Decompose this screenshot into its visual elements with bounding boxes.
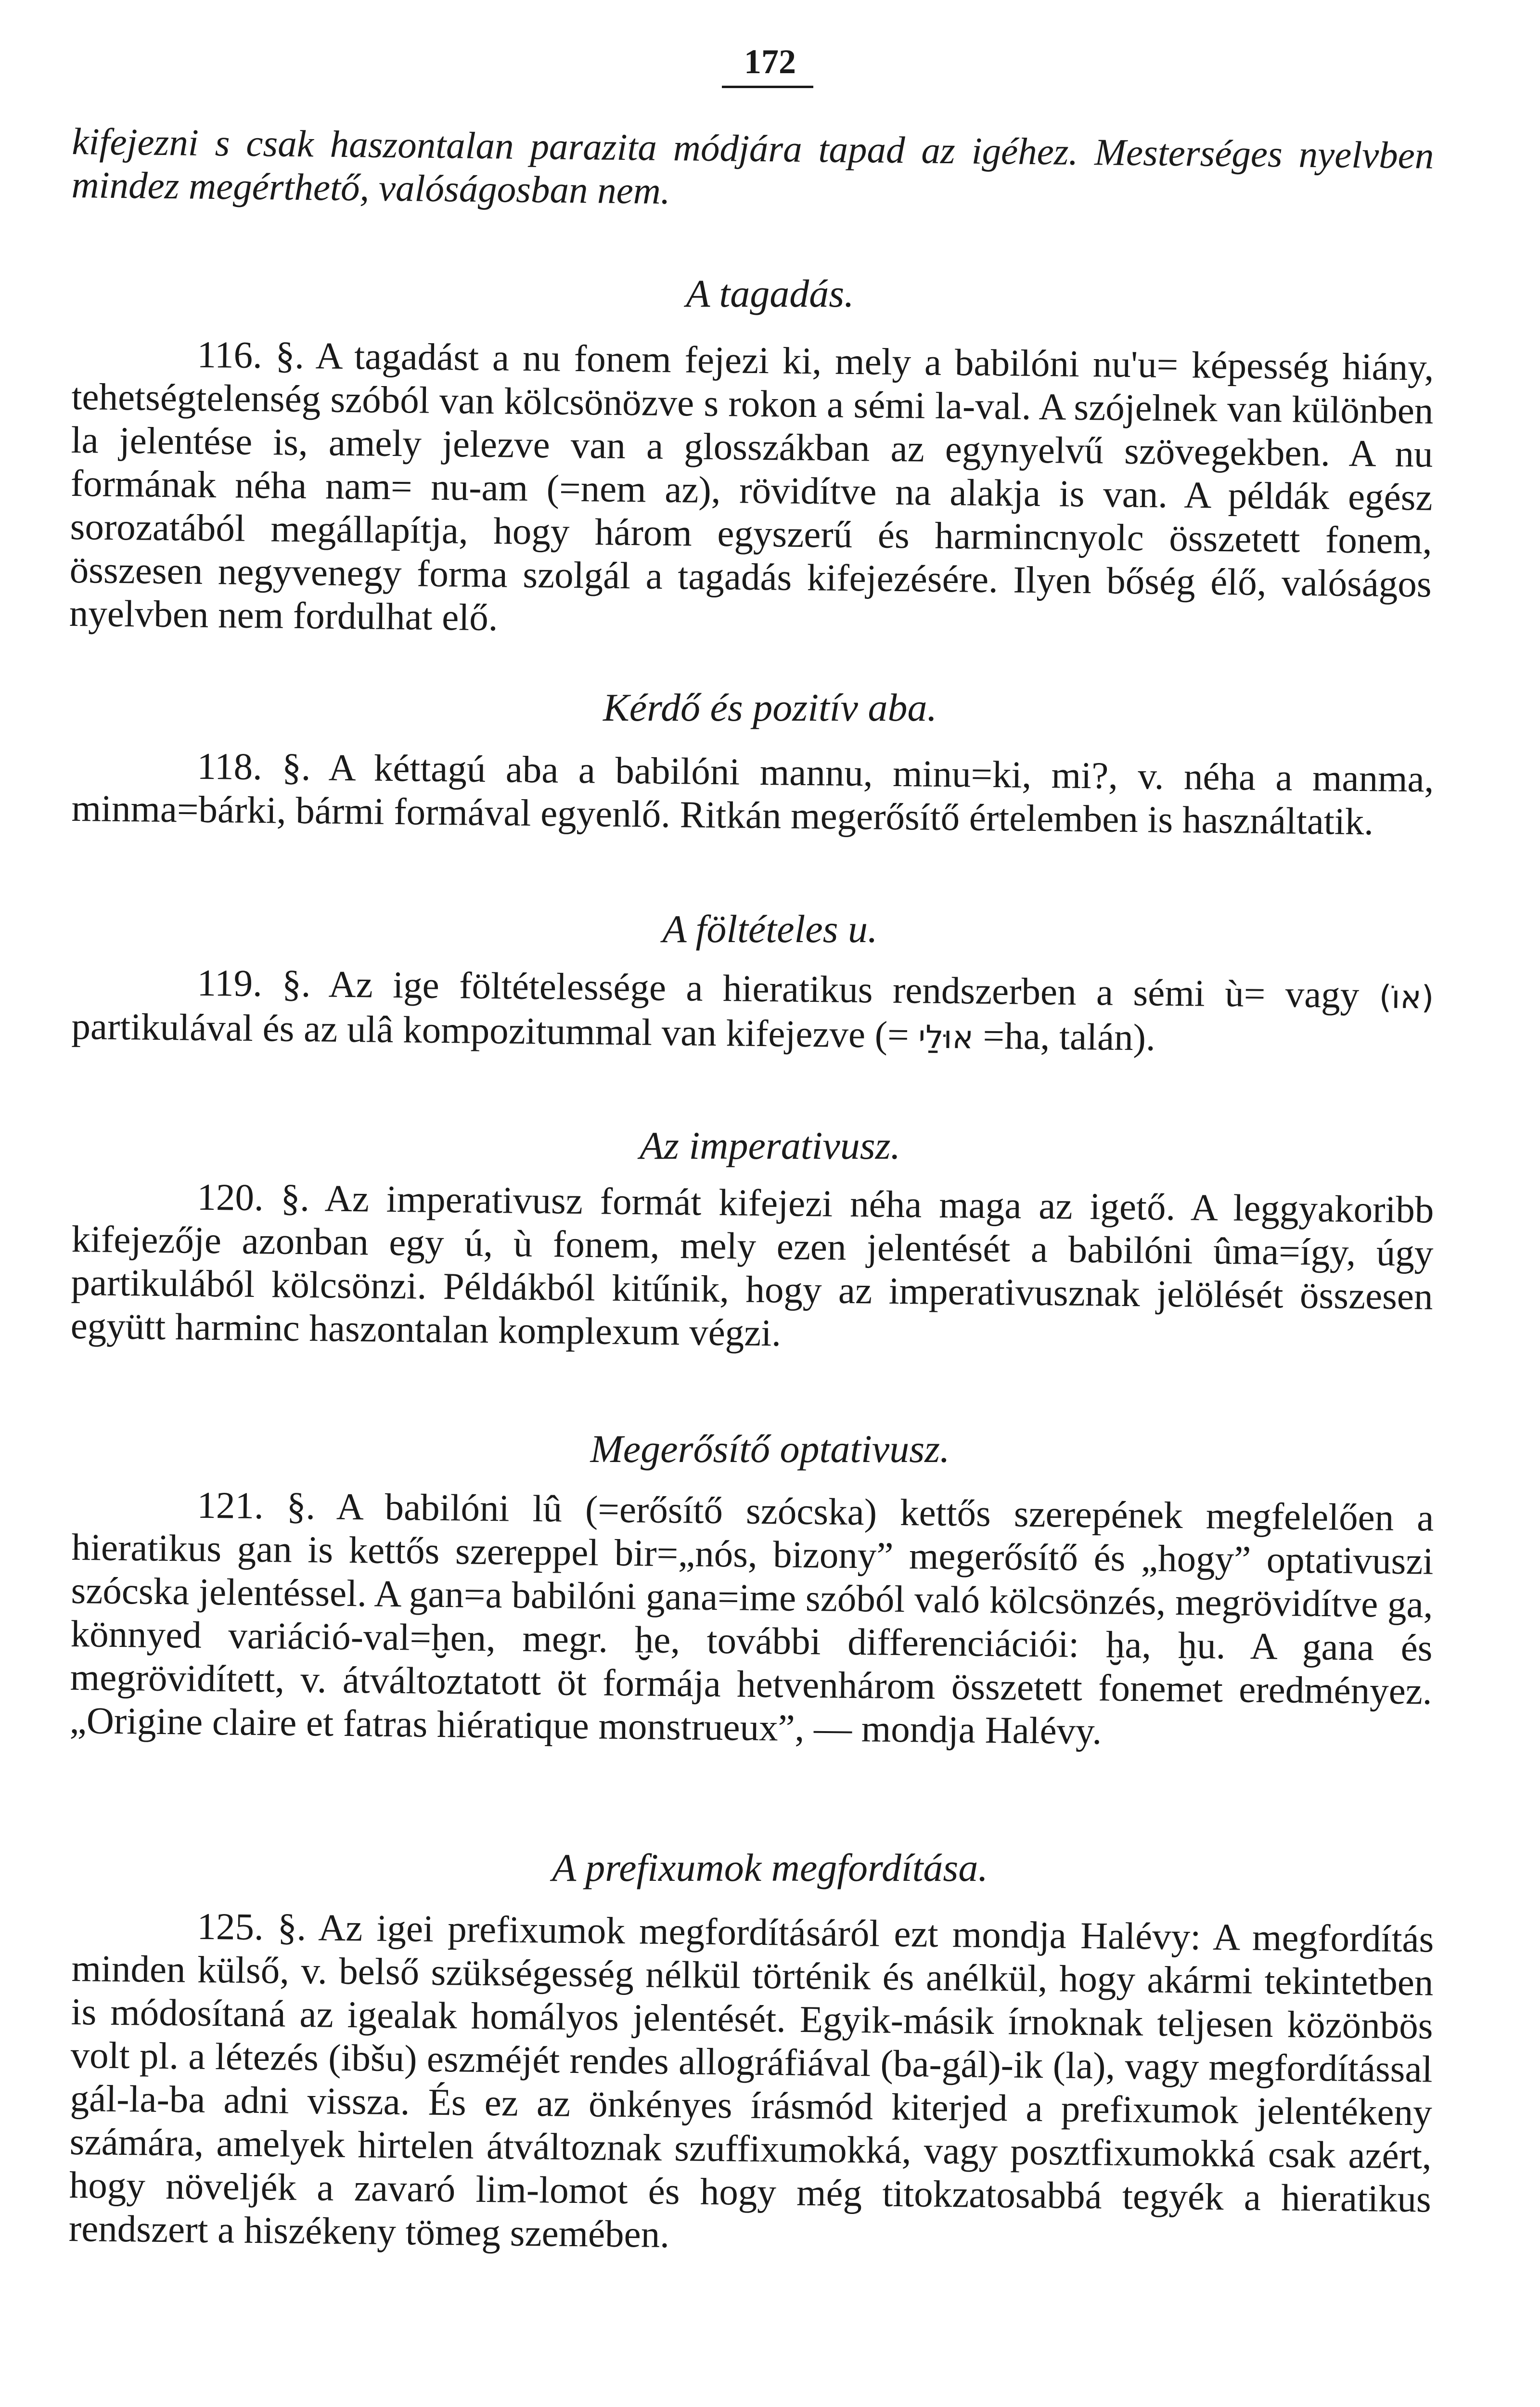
section-number: 118. §. bbox=[197, 745, 311, 789]
hebrew-word: (אוֹ) bbox=[1379, 978, 1434, 1016]
page-number: 172 bbox=[744, 42, 796, 81]
section-text: A kéttagú aba a babilóni mannu, minu=ki, mi?, v. néha a manma, minma=bárki, bármi formával egyenlő. Ritkán megerősítő értelemben is használtatik. bbox=[71, 747, 1434, 843]
section-text: partikulával és az ulâ kompozitummal van kifejezve (= bbox=[71, 1005, 910, 1057]
section-heading-kerdo: Kérdő és pozitív aba. bbox=[603, 686, 937, 729]
section-paragraph-120 bbox=[70, 1175, 1434, 1362]
intro-paragraph: kifejezni s csak haszontalan parazita módjára tapad az igéhez. Mesterséges nyelvben mindez megérthető, valóságosban nem. bbox=[71, 120, 1434, 213]
page-number-underline bbox=[722, 86, 813, 88]
section-paragraph-121 bbox=[69, 1483, 1434, 1757]
section-text: Az ige föltételessége a hieratikus rendszerben a sémi ù= vagy bbox=[328, 963, 1360, 1017]
section-heading-tagadas: A tagadás. bbox=[686, 272, 854, 315]
section-number: 116. §. bbox=[197, 334, 305, 377]
section-number: 120. §. bbox=[197, 1176, 310, 1220]
section-heading-imperativusz: Az imperativusz. bbox=[639, 1124, 901, 1167]
section-number: 125. §. bbox=[197, 1905, 307, 1949]
section-number: 119. §. bbox=[197, 962, 311, 1006]
section-paragraph-119 bbox=[71, 960, 1434, 1064]
section-paragraph-118 bbox=[71, 744, 1434, 845]
section-text: A babilóni lû (=erősítő szócska) kettős szerepének megfelelően a hieratikus gan is kettős szereppel bir=„nós, bizony” megerősítő és „hogy” optativuszi szócska jelentéssel. A gan=a babilóni gana=ime szóból való kölcsönzés, megrövidítve ga, könnyed variáció-val=ḫen, megr. ḫe, további differenciációi: ḫa, ḫu. A gana és megrövidített, v. átváltoztatott öt formája hetvenhárom összetett fonemet eredményez. „Origine claire et fatras hiératique monstrueux”, — mondja Halévy. bbox=[69, 1486, 1434, 1753]
section-heading-foltételes: A föltételes u. bbox=[662, 907, 878, 951]
section-paragraph-125 bbox=[68, 1904, 1434, 2265]
section-heading-prefixumok: A prefixumok megfordítása. bbox=[552, 1846, 988, 1889]
section-paragraph-116 bbox=[69, 332, 1434, 650]
section-text: Az igei prefixumok megfordításáról ezt mondja Halévy: A megfordítás minden külső, v. belső szükségesség nélkül történik és anélkül, hogy akármi tekintetben is módosítaná az igealak homályos jelentését. Egyik-másik írnoknak teljesen közönbös volt pl. a létezés (ibšu) eszméjét rendes allográfiával (ba-gál)-ik (la), vagy megfordítással gál-la-ba adni vissza. És ez az önkényes írásmód kiterjed a prefixumok jelentékeny számára, amelyek hirtelen átváltoznak szuffixumokká, vagy posztfixumokká csak azért, hogy növeljék a zavaró lim-lomot és hogy még titokzatosabbá tegyék a hieratikus rendszert a hiszékeny tömeg szemében. bbox=[68, 1907, 1434, 2256]
section-text: Az imperativusz formát kifejezi néha maga az igető. A leggyakoribb kifejezője azonban egy ú, ù fonem, mely ezen jelentését a babilóni ûma=így, úgy partikulából kölcsönzi. Példákból kitűnik, hogy az imperativusznak jelölését összesen együtt harminc haszontalan komplexum végzi. bbox=[70, 1178, 1434, 1355]
section-text: =ha, talán). bbox=[983, 1015, 1156, 1059]
hebrew-word: אוּלַי bbox=[918, 1018, 974, 1056]
section-number: 121. §. bbox=[197, 1484, 316, 1528]
section-heading-megerosito: Megerősítő optativusz. bbox=[590, 1427, 950, 1471]
section-text: A tagadást a nu fonem fejezi ki, mely a babilóni nu'u= képesség hiány, tehetségtelenség szóból van kölcsönözve s rokon a sémi la-val. A szójelnek van különben la jelentése is, amely jelezve van a glosszákban az egynyelvű szövegekben. A nu formának néha nam= nu-am (=nem az), rövidítve na alakja is van. A példák egész sorozatából megállapítja, hogy három egyszerű és harmincnyolc összetett fonem, összesen negyvenegy forma szolgál a tagadás kifejezésére. Ilyen bőség élő, valóságos nyelvben nem fordulhat elő. bbox=[69, 335, 1434, 639]
